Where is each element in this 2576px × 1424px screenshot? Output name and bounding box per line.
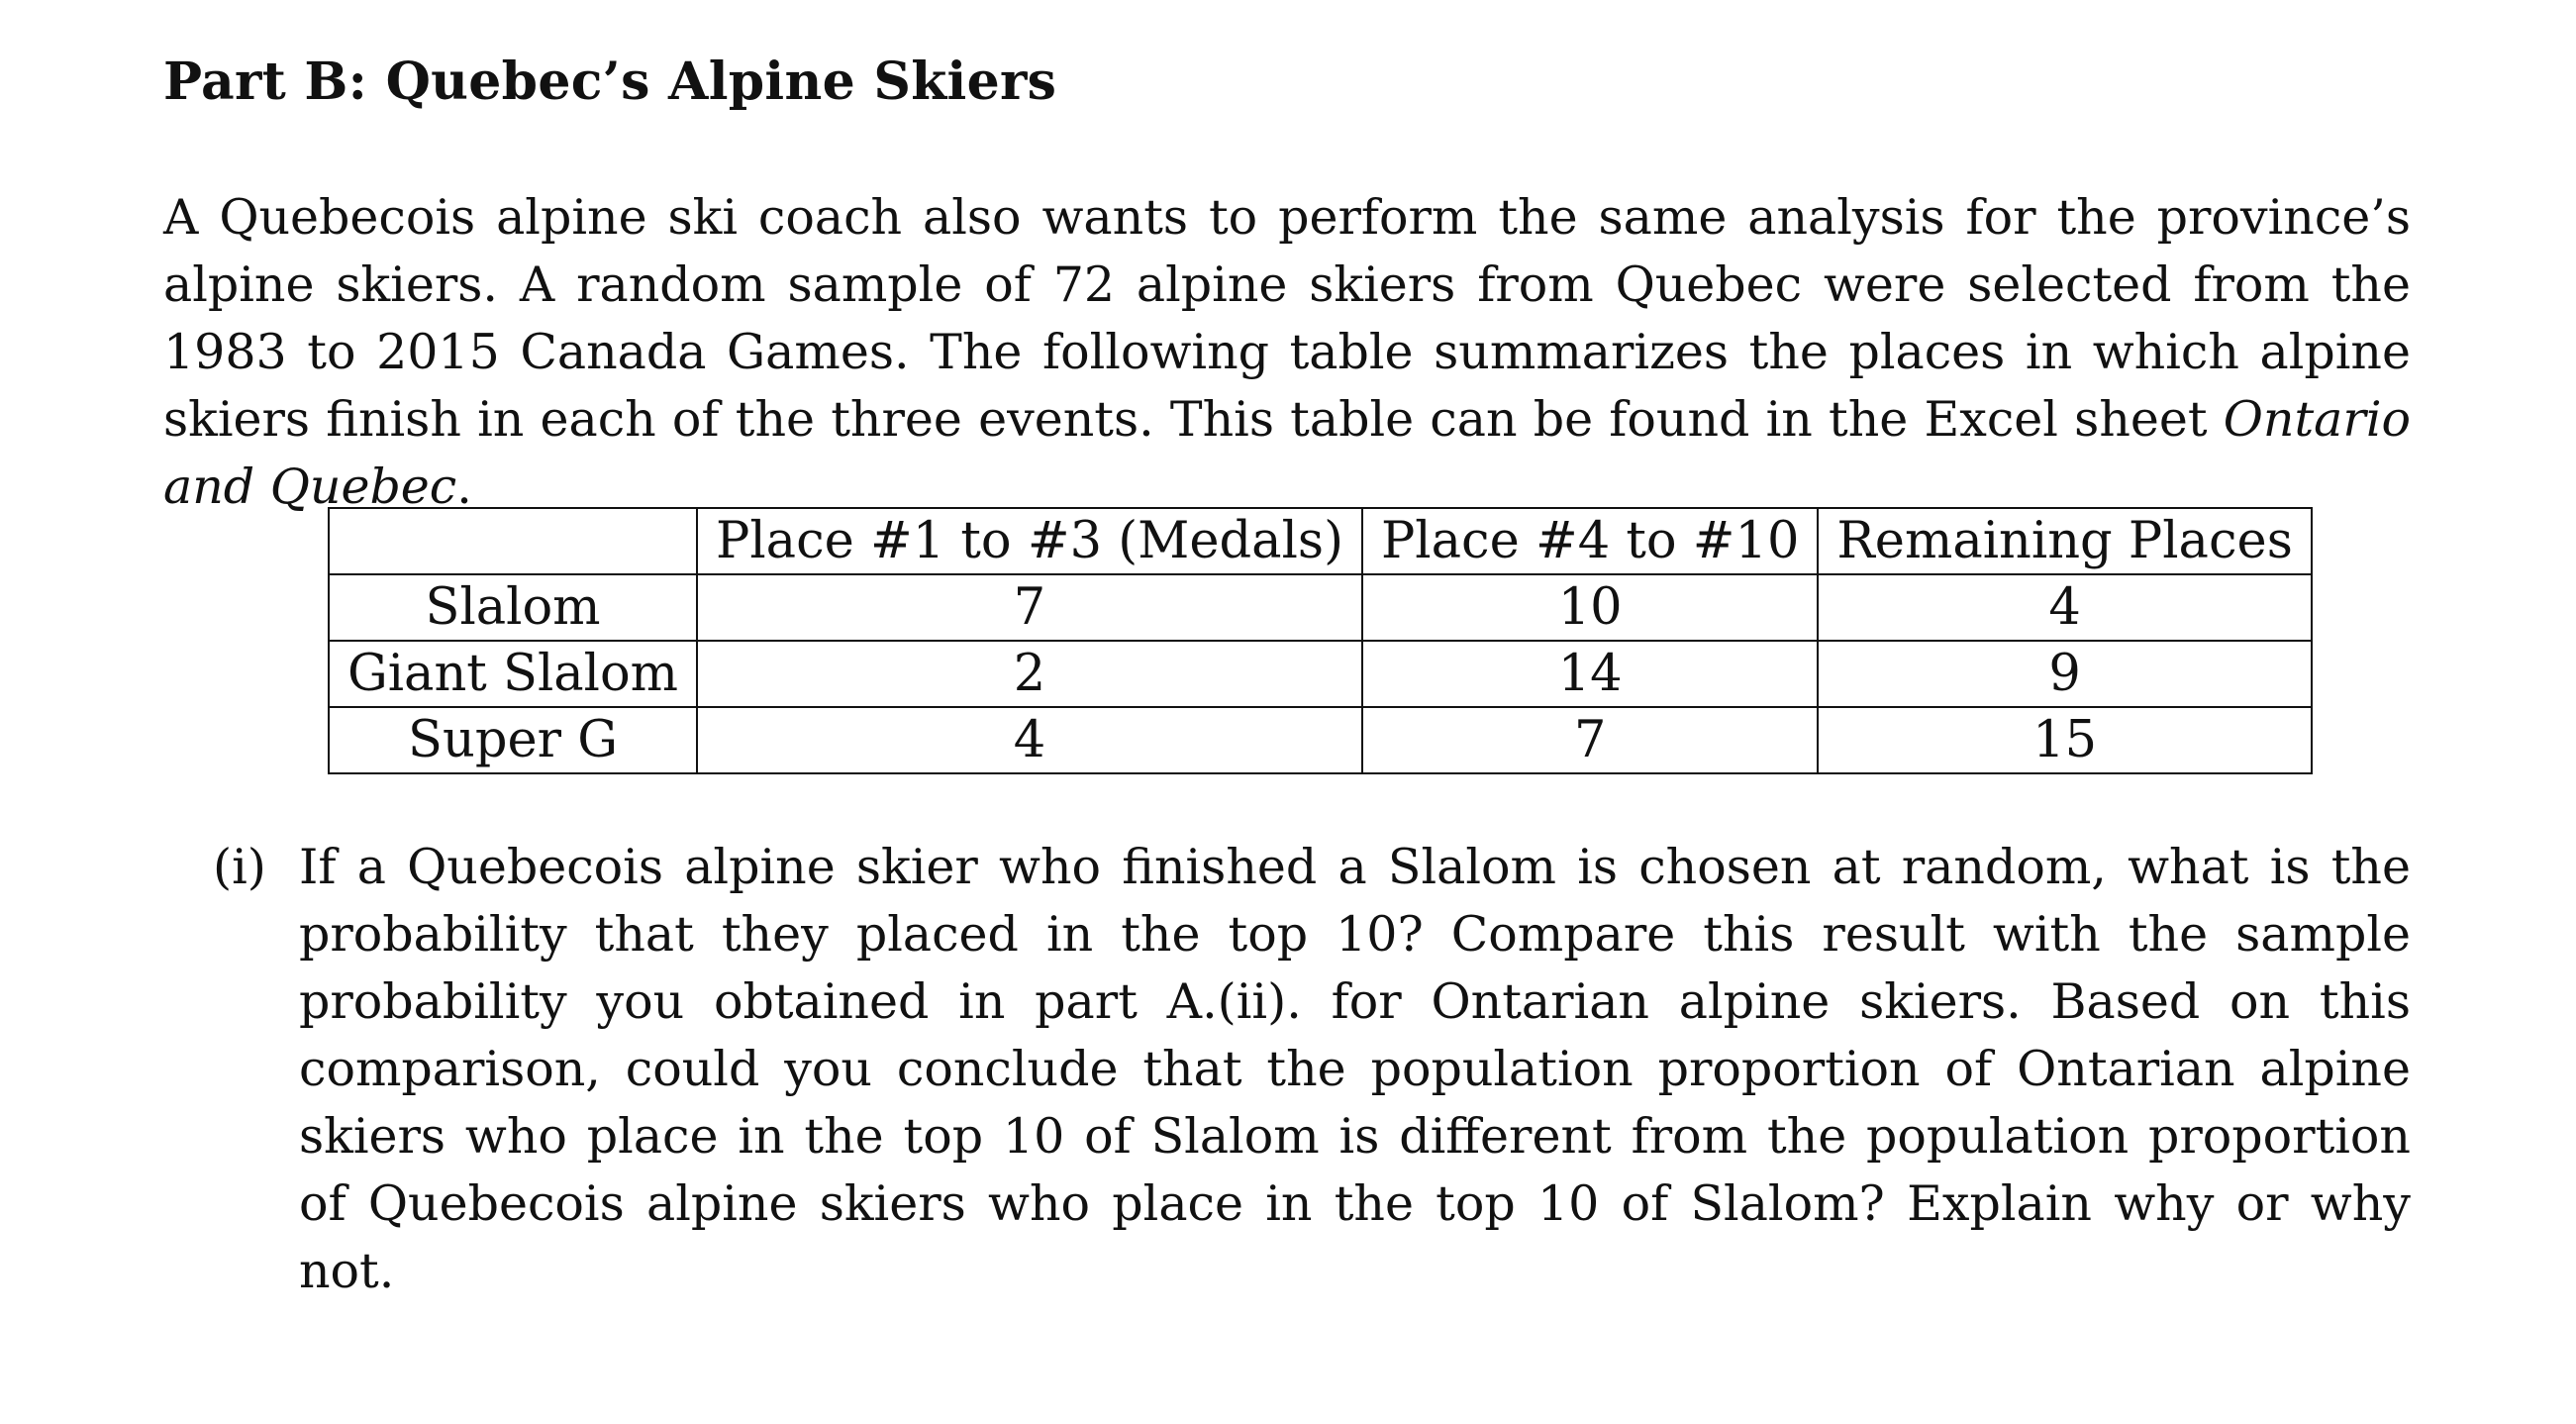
- question-text: If a Quebecois alpine skier who finished a Slalom is chosen at random, what is the probability that they placed in the top 10? Compare this result with the sample probability you obtained in part A.(ii). for Ontarian alpine skiers. Based on this comparison, could you conclude that the population proportion of Ontarian alpine skiers who place in the top 10 of Slalom is different from the population proportion of Quebecois alpine skiers who place in the top 10 of Slalom? Explain why or why not.: [299, 839, 2411, 1299]
- table-row: [329, 574, 2312, 641]
- question-label: (i): [213, 839, 266, 895]
- table-row: [329, 641, 2312, 707]
- intro-end: .: [456, 458, 472, 515]
- table-cell: 2: [697, 641, 1362, 707]
- table-cell: 7: [697, 574, 1362, 641]
- table-row: [329, 707, 2312, 773]
- sheet-name: Ontario and Quebec: [163, 391, 2411, 515]
- table-cell: 14: [1362, 641, 1818, 707]
- column-header-medals: Place #1 to #3 (Medals): [697, 508, 1362, 574]
- question-item: [213, 834, 2411, 1305]
- table-cell: 9: [1818, 641, 2311, 707]
- row-label-slalom: Slalom: [329, 574, 697, 641]
- section-heading: Part B: Quebec’s Alpine Skiers: [163, 51, 1057, 112]
- row-label-super-g: Super G: [329, 707, 697, 773]
- table-corner-cell: [329, 508, 697, 574]
- table-cell: 10: [1362, 574, 1818, 641]
- column-header-remaining-places: Remaining Places: [1818, 508, 2311, 574]
- intro-paragraph: [163, 184, 2411, 521]
- intro-text: A Quebecois alpine ski coach also wants to perform the same analysis for the province’s alpine skiers. A random sample of 72 alpine skiers from Quebec were selected from the 1983 to 2015 Canada Games. The following table summarizes the places in which alpine skiers finish in each of the three events. This table can be found in the Excel sheet: [163, 189, 2411, 448]
- table-cell: 4: [1818, 574, 2311, 641]
- row-label-giant-slalom: Giant Slalom: [329, 641, 697, 707]
- table-header-row: [329, 508, 2312, 574]
- column-header-place-4-to-10: Place #4 to #10: [1362, 508, 1818, 574]
- table-cell: 7: [1362, 707, 1818, 773]
- results-table: [328, 507, 2313, 774]
- table-cell: 15: [1818, 707, 2311, 773]
- table-cell: 4: [697, 707, 1362, 773]
- results-table-container: [328, 507, 2313, 774]
